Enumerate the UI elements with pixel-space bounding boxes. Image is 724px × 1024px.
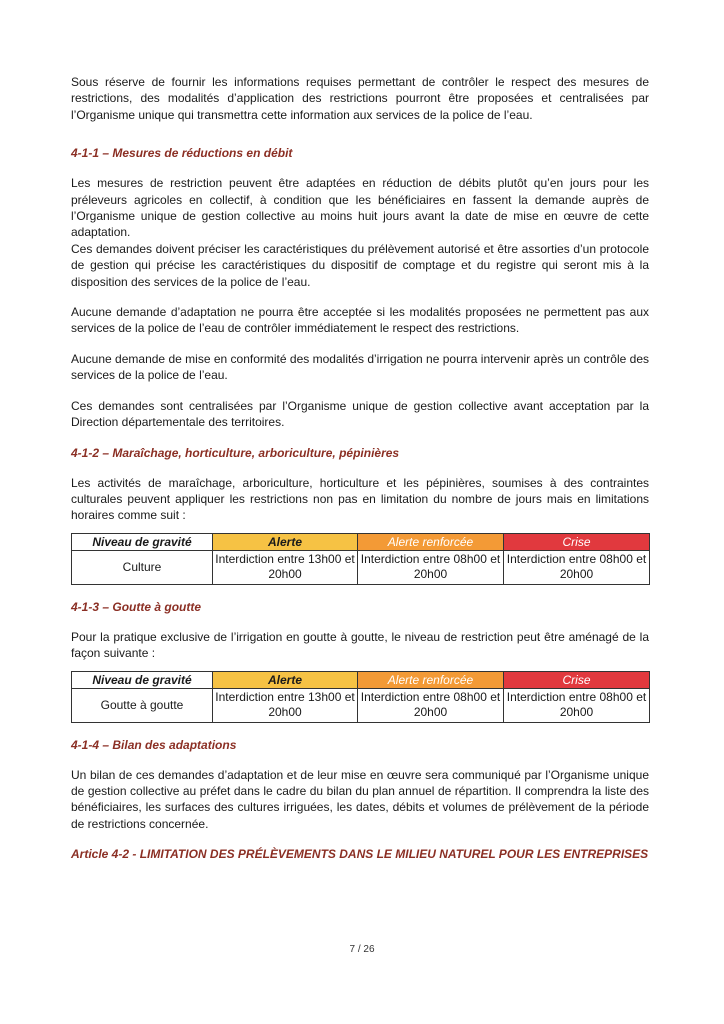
cell-crise: Interdiction entre 08h00 et 20h00 [504,550,650,584]
section-4-1-1-paragraph-2: Ces demandes doivent préciser les caractéristiques du prélèvement autorisé et être assorties d’un protocole de gestion qui précise les caractéristiques du dispositif de comptage et du registre qui seront mis à la disposition des services de la police de l’eau. [71,241,649,289]
intro-paragraph: Sous réserve de fournir les informations requises permettant de contrôler le respect des mesures de restrictions, des modalités d’application des restrictions pourront être proposées et centralisées par l’Organisme unique qui transmettra cette information aux services de la police de l’eau. [71,75,649,122]
section-4-1-3-title: 4-1-3 – Goutte à goutte [71,599,202,614]
row-label-goutte-a-goutte: Goutte à goutte [72,688,213,722]
header-alerte: Alerte [213,671,358,688]
cell-alerte-renforcee: Interdiction entre 08h00 et 20h00 [358,688,504,722]
cell-alerte: Interdiction entre 13h00 et 20h00 [213,550,358,584]
header-crise: Crise [504,533,650,550]
row-label-culture: Culture [72,550,213,584]
cell-crise: Interdiction entre 08h00 et 20h00 [504,688,650,722]
table-row [72,688,650,722]
page-number: 7 / 26 [349,944,375,955]
table-maraichage-restrictions [71,533,650,585]
table-header-row [72,671,650,688]
section-4-1-4-title: 4-1-4 – Bilan des adaptations [71,737,237,752]
header-alerte: Alerte [213,533,358,550]
header-alerte-renforcee: Alerte renforcée [358,533,504,550]
section-4-1-1-paragraph-5: Ces demandes sont centralisées par l’Organisme unique de gestion collective avant acceptation par la Direction départementale des territoires. [71,398,649,430]
header-niveau-de-gravite: Niveau de gravité [72,671,213,688]
page-content [71,74,649,862]
cell-alerte: Interdiction entre 13h00 et 20h00 [213,688,358,722]
section-4-1-1-paragraph-4: Aucune demande de mise en conformité des modalités d’irrigation ne pourra intervenir après un contrôle des services de la police de l’eau. [71,351,649,383]
table-row [72,550,650,584]
section-4-1-2-title: 4-1-2 – Maraîchage, horticulture, arboriculture, pépinières [71,445,400,460]
article-4-2-heading: Article 4-2 - LIMITATION DES PRÉLÈVEMENTS DANS LE MILIEU NATUREL POUR LES ENTREPRISES [71,847,649,862]
section-4-1-4-paragraph: Un bilan de ces demandes d’adaptation et de leur mise en œuvre sera communiqué par l’Organisme unique de gestion collective au préfet dans le cadre du bilan du plan annuel de répartition. Il comprendra la liste des bénéficiaires, les surfaces des cultures irriguées, les dates, débits et volumes de prélèvement de la période de restrictions concernée. [71,767,649,831]
section-4-1-1-paragraph-1: Les mesures de restriction peuvent être adaptées en réduction de débits plutôt qu’en jours pour les préleveurs agricoles en collectif, à condition que les bénéficiaires en fassent la demande auprès de l’Organisme unique de gestion collective au moins huit jours avant la date de mise en œuvre de cette adaptation. [71,176,649,240]
header-alerte-renforcee: Alerte renforcée [358,671,504,688]
table-goutte-a-goutte-restrictions [71,671,650,723]
section-4-1-2-paragraph: Les activités de maraîchage, arboriculture, horticulture et les pépinières, soumises à des contraintes culturales peuvent appliquer les restrictions non pas en limitation du nombre de jours mais en limitations horaires comme suit : [71,475,649,523]
section-4-1-1-title: 4-1-1 – Mesures de réductions en débit [71,146,293,161]
header-crise: Crise [504,671,650,688]
header-niveau-de-gravite: Niveau de gravité [72,533,213,550]
cell-alerte-renforcee: Interdiction entre 08h00 et 20h00 [358,550,504,584]
section-4-1-1-paragraph-3: Aucune demande d’adaptation ne pourra être acceptée si les modalités proposées ne permettent pas aux services de la police de l’eau de contrôler immédiatement le respect des restrictions. [71,305,649,336]
table-header-row [72,533,650,550]
section-4-1-3-paragraph: Pour la pratique exclusive de l’irrigation en goutte à goutte, le niveau de restriction peut être aménagé de la façon suivante : [71,629,649,661]
